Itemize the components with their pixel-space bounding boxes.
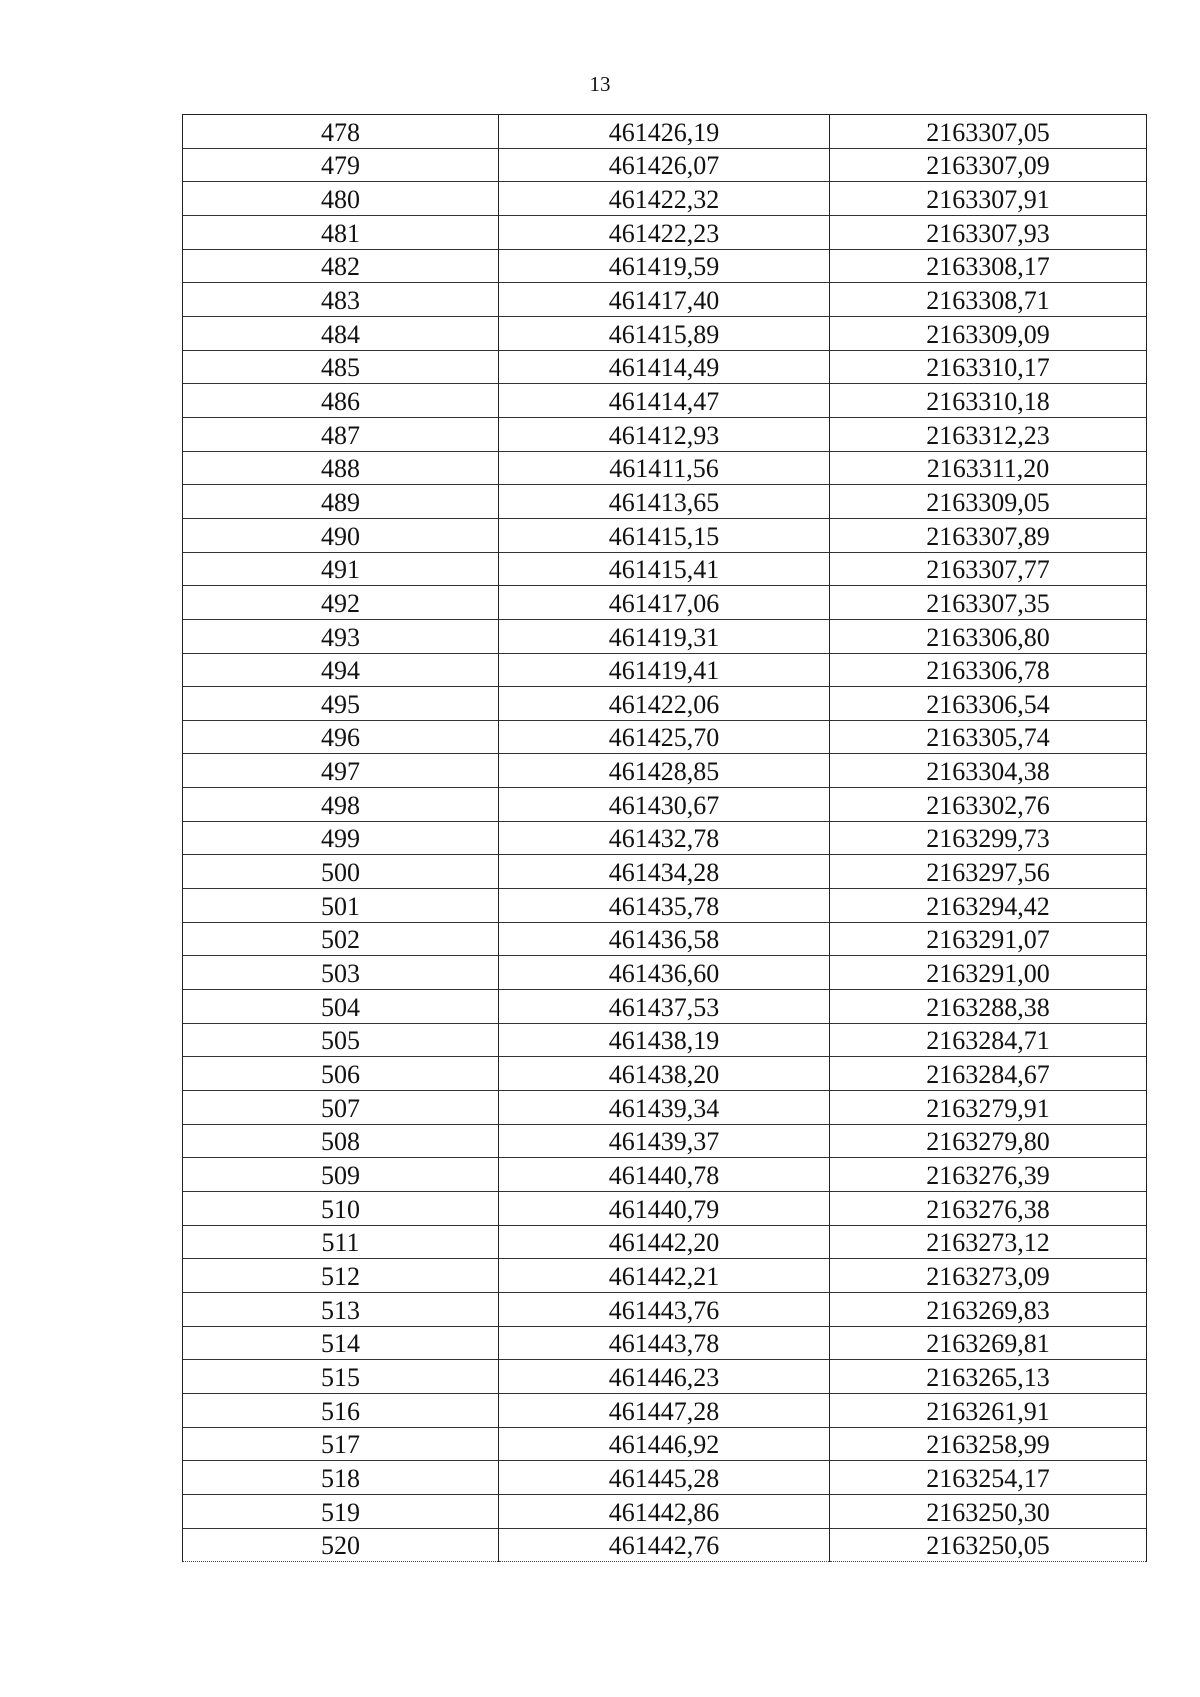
table-row <box>183 754 1147 788</box>
point-number-cell: 490 <box>183 518 499 552</box>
point-number-cell: 517 <box>183 1427 499 1461</box>
y-coordinate-cell: 2163297,56 <box>830 855 1147 889</box>
table-row <box>183 1292 1147 1326</box>
point-number-cell: 489 <box>183 485 499 519</box>
x-coordinate-cell: 461426,19 <box>499 115 830 149</box>
point-number-cell: 494 <box>183 653 499 687</box>
table-row <box>183 1326 1147 1360</box>
point-number-cell: 501 <box>183 889 499 923</box>
point-number-cell: 509 <box>183 1158 499 1192</box>
table-row <box>183 384 1147 418</box>
point-number-cell: 480 <box>183 182 499 216</box>
x-coordinate-cell: 461439,34 <box>499 1091 830 1125</box>
point-number-cell: 502 <box>183 922 499 956</box>
point-number-cell: 493 <box>183 619 499 653</box>
point-number-cell: 482 <box>183 249 499 283</box>
table-row <box>183 350 1147 384</box>
table-row <box>183 417 1147 451</box>
point-number-cell: 486 <box>183 384 499 418</box>
point-number-cell: 491 <box>183 552 499 586</box>
point-number-cell: 492 <box>183 586 499 620</box>
table-row <box>183 215 1147 249</box>
y-coordinate-cell: 2163310,18 <box>830 384 1147 418</box>
x-coordinate-cell: 461446,23 <box>499 1360 830 1394</box>
x-coordinate-cell: 461430,67 <box>499 788 830 822</box>
table-row <box>183 1427 1147 1461</box>
y-coordinate-cell: 2163309,09 <box>830 316 1147 350</box>
table-row <box>183 283 1147 317</box>
x-coordinate-cell: 461425,70 <box>499 720 830 754</box>
point-number-cell: 504 <box>183 990 499 1024</box>
table-row <box>183 855 1147 889</box>
y-coordinate-cell: 2163284,71 <box>830 1023 1147 1057</box>
point-number-cell: 512 <box>183 1259 499 1293</box>
point-number-cell: 499 <box>183 821 499 855</box>
y-coordinate-cell: 2163276,39 <box>830 1158 1147 1192</box>
x-coordinate-cell: 461443,78 <box>499 1326 830 1360</box>
point-number-cell: 478 <box>183 115 499 149</box>
x-coordinate-cell: 461434,28 <box>499 855 830 889</box>
table-row <box>183 720 1147 754</box>
point-number-cell: 495 <box>183 687 499 721</box>
x-coordinate-cell: 461446,92 <box>499 1427 830 1461</box>
y-coordinate-cell: 2163308,17 <box>830 249 1147 283</box>
table-row <box>183 148 1147 182</box>
x-coordinate-cell: 461417,06 <box>499 586 830 620</box>
y-coordinate-cell: 2163288,38 <box>830 990 1147 1024</box>
x-coordinate-cell: 461440,79 <box>499 1192 830 1226</box>
table-row <box>183 619 1147 653</box>
table-row <box>183 1023 1147 1057</box>
y-coordinate-cell: 2163306,78 <box>830 653 1147 687</box>
x-coordinate-cell: 461447,28 <box>499 1393 830 1427</box>
point-number-cell: 500 <box>183 855 499 889</box>
y-coordinate-cell: 2163307,91 <box>830 182 1147 216</box>
x-coordinate-cell: 461415,89 <box>499 316 830 350</box>
table-row <box>183 1461 1147 1495</box>
table-row <box>183 821 1147 855</box>
table-row <box>183 1259 1147 1293</box>
point-number-cell: 519 <box>183 1494 499 1528</box>
y-coordinate-cell: 2163307,35 <box>830 586 1147 620</box>
x-coordinate-cell: 461432,78 <box>499 821 830 855</box>
y-coordinate-cell: 2163310,17 <box>830 350 1147 384</box>
table-row <box>183 552 1147 586</box>
point-number-cell: 488 <box>183 451 499 485</box>
table-row <box>183 1393 1147 1427</box>
table-row <box>183 788 1147 822</box>
y-coordinate-cell: 2163307,05 <box>830 115 1147 149</box>
x-coordinate-cell: 461419,41 <box>499 653 830 687</box>
x-coordinate-cell: 461413,65 <box>499 485 830 519</box>
x-coordinate-cell: 461419,31 <box>499 619 830 653</box>
point-number-cell: 513 <box>183 1292 499 1326</box>
x-coordinate-cell: 461437,53 <box>499 990 830 1024</box>
point-number-cell: 503 <box>183 956 499 990</box>
table-row <box>183 990 1147 1024</box>
y-coordinate-cell: 2163307,93 <box>830 215 1147 249</box>
x-coordinate-cell: 461445,28 <box>499 1461 830 1495</box>
point-number-cell: 511 <box>183 1225 499 1259</box>
y-coordinate-cell: 2163258,99 <box>830 1427 1147 1461</box>
y-coordinate-cell: 2163309,05 <box>830 485 1147 519</box>
point-number-cell: 498 <box>183 788 499 822</box>
table-row <box>183 1124 1147 1158</box>
x-coordinate-cell: 461442,86 <box>499 1494 830 1528</box>
point-number-cell: 506 <box>183 1057 499 1091</box>
y-coordinate-cell: 2163269,81 <box>830 1326 1147 1360</box>
x-coordinate-cell: 461422,23 <box>499 215 830 249</box>
x-coordinate-cell: 461442,76 <box>499 1528 830 1562</box>
table-row <box>183 485 1147 519</box>
point-number-cell: 515 <box>183 1360 499 1394</box>
table-row <box>183 1057 1147 1091</box>
x-coordinate-cell: 461412,93 <box>499 417 830 451</box>
x-coordinate-cell: 461435,78 <box>499 889 830 923</box>
table-row <box>183 1494 1147 1528</box>
y-coordinate-cell: 2163269,83 <box>830 1292 1147 1326</box>
point-number-cell: 516 <box>183 1393 499 1427</box>
x-coordinate-cell: 461436,60 <box>499 956 830 990</box>
point-number-cell: 514 <box>183 1326 499 1360</box>
x-coordinate-cell: 461438,20 <box>499 1057 830 1091</box>
point-number-cell: 497 <box>183 754 499 788</box>
table-row <box>183 451 1147 485</box>
point-number-cell: 510 <box>183 1192 499 1226</box>
point-number-cell: 485 <box>183 350 499 384</box>
point-number-cell: 505 <box>183 1023 499 1057</box>
y-coordinate-cell: 2163307,89 <box>830 518 1147 552</box>
y-coordinate-cell: 2163261,91 <box>830 1393 1147 1427</box>
x-coordinate-cell: 461422,32 <box>499 182 830 216</box>
x-coordinate-cell: 461428,85 <box>499 754 830 788</box>
y-coordinate-cell: 2163265,13 <box>830 1360 1147 1394</box>
y-coordinate-cell: 2163273,09 <box>830 1259 1147 1293</box>
point-number-cell: 520 <box>183 1528 499 1562</box>
table-row <box>183 115 1147 149</box>
x-coordinate-cell: 461438,19 <box>499 1023 830 1057</box>
coordinates-table <box>182 114 1147 1562</box>
table-row <box>183 1225 1147 1259</box>
y-coordinate-cell: 2163307,09 <box>830 148 1147 182</box>
y-coordinate-cell: 2163299,73 <box>830 821 1147 855</box>
page-number: 13 <box>589 72 611 96</box>
y-coordinate-cell: 2163276,38 <box>830 1192 1147 1226</box>
x-coordinate-cell: 461415,41 <box>499 552 830 586</box>
point-number-cell: 479 <box>183 148 499 182</box>
x-coordinate-cell: 461426,07 <box>499 148 830 182</box>
point-number-cell: 507 <box>183 1091 499 1125</box>
table-row <box>183 889 1147 923</box>
point-number-cell: 481 <box>183 215 499 249</box>
x-coordinate-cell: 461442,20 <box>499 1225 830 1259</box>
y-coordinate-cell: 2163279,80 <box>830 1124 1147 1158</box>
y-coordinate-cell: 2163308,71 <box>830 283 1147 317</box>
x-coordinate-cell: 461439,37 <box>499 1124 830 1158</box>
y-coordinate-cell: 2163250,30 <box>830 1494 1147 1528</box>
y-coordinate-cell: 2163294,42 <box>830 889 1147 923</box>
x-coordinate-cell: 461440,78 <box>499 1158 830 1192</box>
point-number-cell: 487 <box>183 417 499 451</box>
point-number-cell: 518 <box>183 1461 499 1495</box>
y-coordinate-cell: 2163307,77 <box>830 552 1147 586</box>
table-row <box>183 1192 1147 1226</box>
table-row <box>183 182 1147 216</box>
table-row <box>183 956 1147 990</box>
y-coordinate-cell: 2163254,17 <box>830 1461 1147 1495</box>
point-number-cell: 496 <box>183 720 499 754</box>
x-coordinate-cell: 461422,06 <box>499 687 830 721</box>
y-coordinate-cell: 2163302,76 <box>830 788 1147 822</box>
table-row <box>183 1360 1147 1394</box>
coordinates-table-body <box>183 115 1147 1562</box>
x-coordinate-cell: 461436,58 <box>499 922 830 956</box>
y-coordinate-cell: 2163306,54 <box>830 687 1147 721</box>
table-row <box>183 1158 1147 1192</box>
x-coordinate-cell: 461414,49 <box>499 350 830 384</box>
table-row <box>183 922 1147 956</box>
x-coordinate-cell: 461415,15 <box>499 518 830 552</box>
x-coordinate-cell: 461442,21 <box>499 1259 830 1293</box>
table-row <box>183 586 1147 620</box>
y-coordinate-cell: 2163273,12 <box>830 1225 1147 1259</box>
table-row <box>183 1091 1147 1125</box>
table-row <box>183 249 1147 283</box>
y-coordinate-cell: 2163305,74 <box>830 720 1147 754</box>
table-row <box>183 1528 1147 1562</box>
y-coordinate-cell: 2163306,80 <box>830 619 1147 653</box>
y-coordinate-cell: 2163284,67 <box>830 1057 1147 1091</box>
table-row <box>183 518 1147 552</box>
table-row <box>183 687 1147 721</box>
x-coordinate-cell: 461414,47 <box>499 384 830 418</box>
x-coordinate-cell: 461419,59 <box>499 249 830 283</box>
y-coordinate-cell: 2163304,38 <box>830 754 1147 788</box>
y-coordinate-cell: 2163250,05 <box>830 1528 1147 1562</box>
table-row <box>183 316 1147 350</box>
x-coordinate-cell: 461411,56 <box>499 451 830 485</box>
point-number-cell: 483 <box>183 283 499 317</box>
table-row <box>183 653 1147 687</box>
y-coordinate-cell: 2163291,07 <box>830 922 1147 956</box>
y-coordinate-cell: 2163311,20 <box>830 451 1147 485</box>
y-coordinate-cell: 2163279,91 <box>830 1091 1147 1125</box>
y-coordinate-cell: 2163312,23 <box>830 417 1147 451</box>
y-coordinate-cell: 2163291,00 <box>830 956 1147 990</box>
x-coordinate-cell: 461443,76 <box>499 1292 830 1326</box>
x-coordinate-cell: 461417,40 <box>499 283 830 317</box>
point-number-cell: 484 <box>183 316 499 350</box>
point-number-cell: 508 <box>183 1124 499 1158</box>
